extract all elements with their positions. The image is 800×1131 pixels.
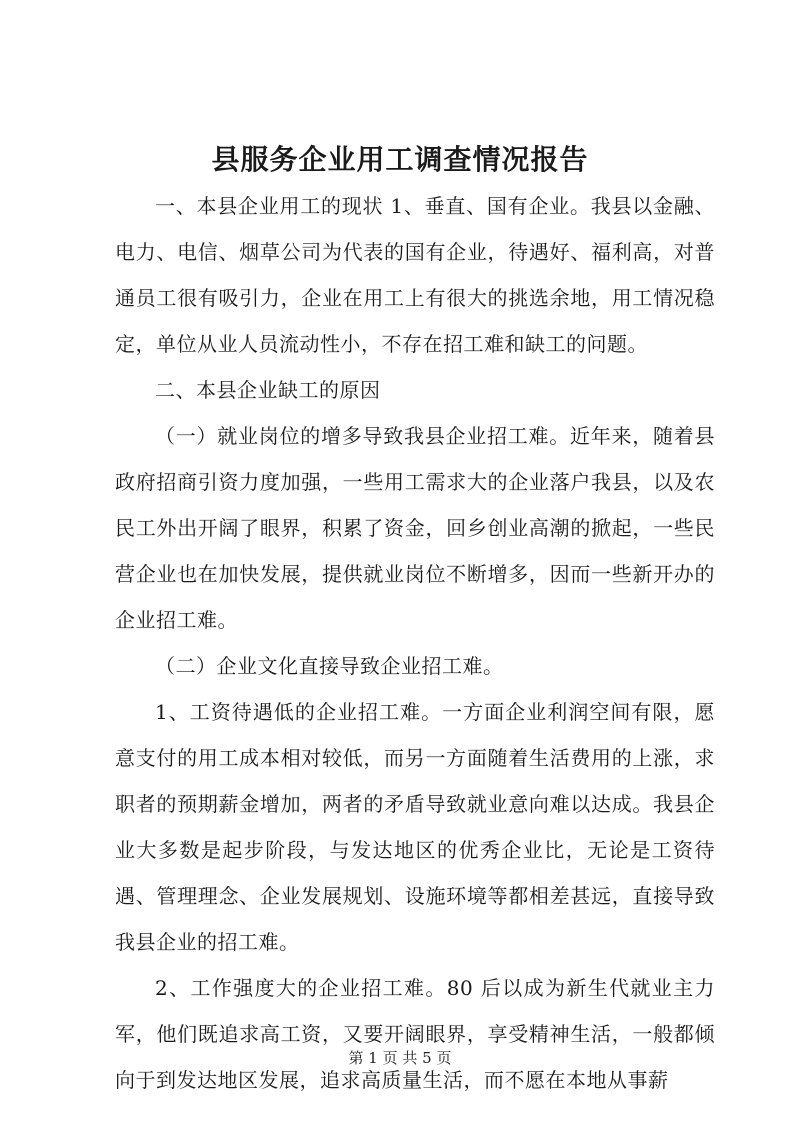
paragraph-work-intensity: 2、工作强度大的企业招工难。80 后以成为新生代就业主力军，他们既追求高工资，又要开阔眼界，享受精神生活，一般都倾向于到发达地区发展，追求高质量生活，而不愿在本地从事薪 — [115, 976, 715, 1092]
paragraph-heading-reasons: 二、本县企业缺工的原因 — [155, 378, 381, 402]
page-number-footer: 第 1 页 共 5 页 — [348, 1049, 452, 1067]
paragraph-status-quo: 一、本县企业用工的现状 1、垂直、国有企业。我县以金融、电力、电信、烟草公司为代表的国有企业，待遇好、福利高，对普通员工很有吸引力，企业在用工上有很大的挑选余地，用工情况稳定，单位从业人员流动性小，不存在招工难和缺工的问题。 — [115, 194, 715, 356]
document-body — [115, 183, 715, 1103]
paragraph-heading-culture: （二）企业文化直接导致企业招工难。 — [155, 654, 504, 678]
paragraph-low-wages: 1、工资待遇低的企业招工难。一方面企业利润空间有限，愿意支付的用工成本相对较低，而另一方面随着生活费用的上涨，求职者的预期薪金增加，两者的矛盾导致就业意向难以达成。我县企业大多数是起步阶段，与发达地区的优秀企业比，无论是工资待遇、管理理念、企业发展规划、设施环境等都相差甚远，直接导致我县企业的招工难。 — [115, 700, 715, 954]
document-title: 县服务企业用工调查情况报告 — [211, 143, 589, 176]
paragraph-job-growth: （一）就业岗位的增多导致我县企业招工难。近年来，随着县政府招商引资力度加强，一些用工需求大的企业落户我县，以及农民工外出开阔了眼界，积累了资金，回乡创业高潮的掀起，一些民营企业也在加快发展，提供就业岗位不断增多，因而一些新开办的企业招工难。 — [115, 424, 715, 632]
